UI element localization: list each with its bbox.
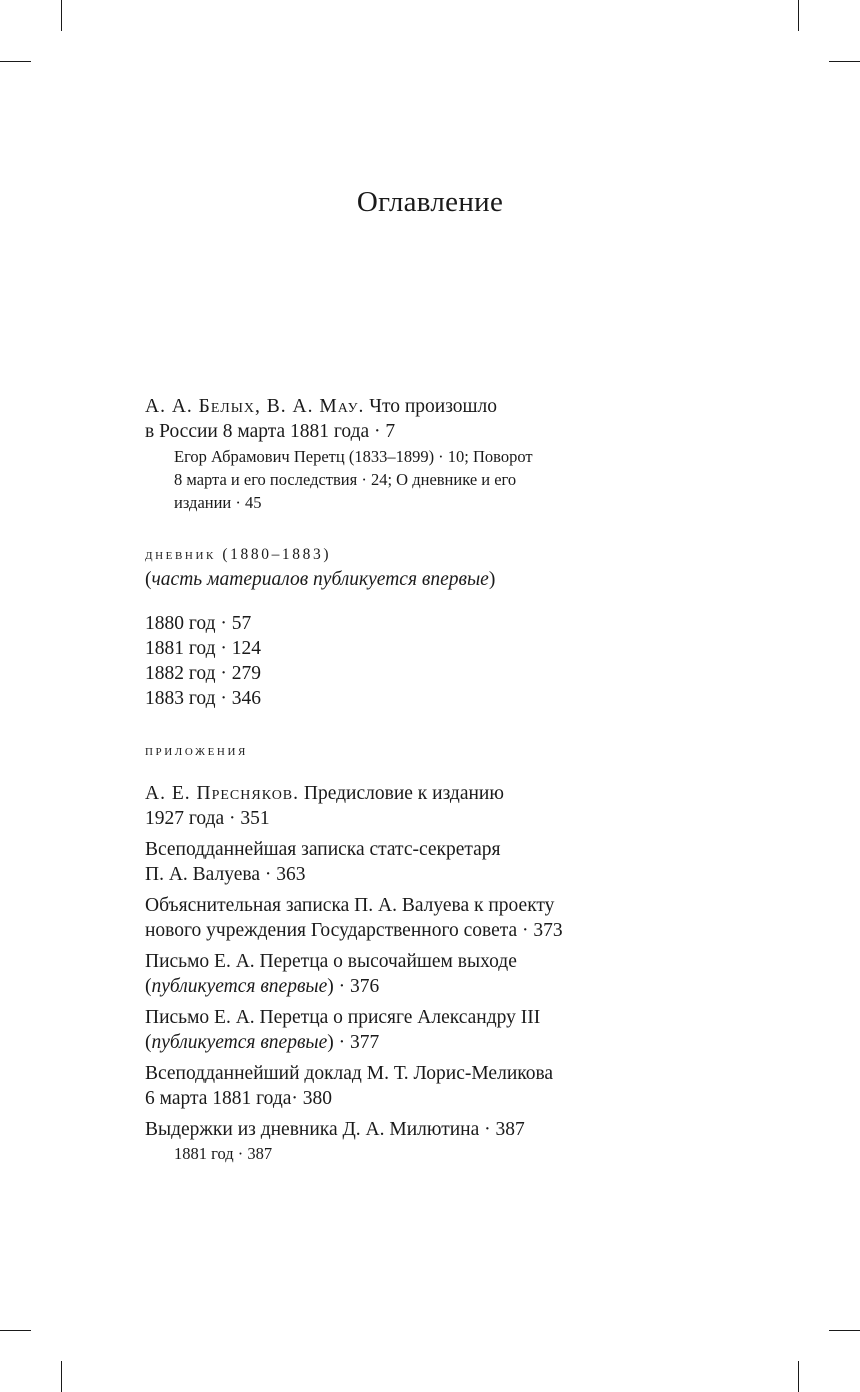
appendix-entry-line (145, 1030, 665, 1055)
toc-entry-intro (145, 394, 665, 514)
crop-mark-top-left-vertical (61, 0, 62, 31)
toc-subentry-line: Егор Абрамович Перетц (1833–1899) · 10; Поворот (174, 447, 533, 466)
appendix-entry (145, 1005, 665, 1055)
appendix-entry (145, 837, 665, 887)
appendix-entry-line: Объяснительная записка П. А. Валуева к проекту (145, 895, 555, 916)
appendix-entry-italic-note: публикуется впервые (151, 1032, 328, 1053)
section-diary (145, 542, 665, 711)
appendix-entry-italic-note: публикуется впервые (151, 976, 328, 997)
toc-entry-intro-line1 (145, 394, 665, 419)
crop-mark-bottom-left-horizontal (0, 1330, 31, 1331)
appendix-entry-line: нового учреждения Государственного совета · 373 (145, 920, 563, 941)
diary-year-item: 1882 год · 279 (145, 663, 261, 684)
section-heading-diary: дневник (1880–1883) (145, 546, 332, 563)
appendix-entry-line (145, 974, 665, 999)
crop-mark-top-right-horizontal (829, 61, 860, 62)
appendix-entry-line: Всеподданнейшая записка статс-секретаря (145, 839, 501, 860)
toc-entry-intro-authors: А. А. Белых, В. А. Мау. (145, 396, 365, 417)
page-title: Оглавление (356, 186, 504, 218)
paren-close-page: ) · 377 (327, 1032, 380, 1053)
toc-subentry-line: 8 марта и его последствия · 24; О дневнике и его (174, 470, 517, 489)
paren-open: ( (145, 1032, 152, 1053)
toc-entry-intro-title: Что произошло (369, 396, 498, 417)
appendix-entry-line: П. А. Валуева · 363 (145, 864, 306, 885)
diary-year-item: 1883 год · 346 (145, 688, 261, 709)
section-diary-note-italic: часть материалов публикуется впервые (151, 569, 489, 590)
appendix-entry-line (145, 781, 665, 806)
appendix-entry-line: 1927 года · 351 (145, 808, 270, 829)
section-diary-note (145, 567, 665, 592)
paren-open: ( (145, 976, 152, 997)
diary-year-item: 1880 год · 57 (145, 613, 252, 634)
appendix-entry-author: А. Е. Пресняков. (145, 783, 300, 804)
toc-subentry-line: издании · 45 (174, 493, 262, 512)
appendix-entry-line: Письмо Е. А. Перетца о высочайшем выходе (145, 951, 517, 972)
diary-years-list (145, 611, 665, 711)
section-appendix (145, 738, 665, 1165)
appendix-entry-line: Письмо Е. А. Перетца о присяге Александру III (145, 1007, 541, 1028)
appendix-entry-line: 6 марта 1881 года· 380 (145, 1088, 333, 1109)
appendix-entry (145, 893, 665, 943)
appendix-entry-title: Предисловие к изданию (303, 783, 504, 804)
paren-open: ( (145, 569, 152, 590)
crop-mark-top-right-vertical (798, 0, 799, 31)
crop-mark-bottom-right-vertical (798, 1361, 799, 1392)
appendix-entry (145, 949, 665, 999)
diary-year-item: 1881 год · 124 (145, 638, 261, 659)
appendix-entry-line: Всеподданнейший доклад М. Т. Лорис-Меликова (145, 1063, 554, 1084)
toc-entry-intro-line2: в России 8 марта 1881 года · 7 (145, 421, 396, 442)
section-heading-appendix: приложения (145, 742, 248, 759)
appendix-entry-line: Выдержки из дневника Д. А. Милютина · 387 (145, 1119, 525, 1140)
paren-close: ) (488, 569, 496, 590)
appendix-entry (145, 1117, 665, 1165)
appendix-entry (145, 781, 665, 831)
table-of-contents (145, 394, 665, 1171)
toc-subentry-line: 1881 год · 387 (174, 1144, 273, 1163)
crop-mark-bottom-left-vertical (61, 1361, 62, 1392)
appendix-entry (145, 1061, 665, 1111)
crop-mark-top-left-horizontal (0, 61, 31, 62)
crop-mark-bottom-right-horizontal (829, 1330, 860, 1331)
paren-close-page: ) · 376 (327, 976, 380, 997)
